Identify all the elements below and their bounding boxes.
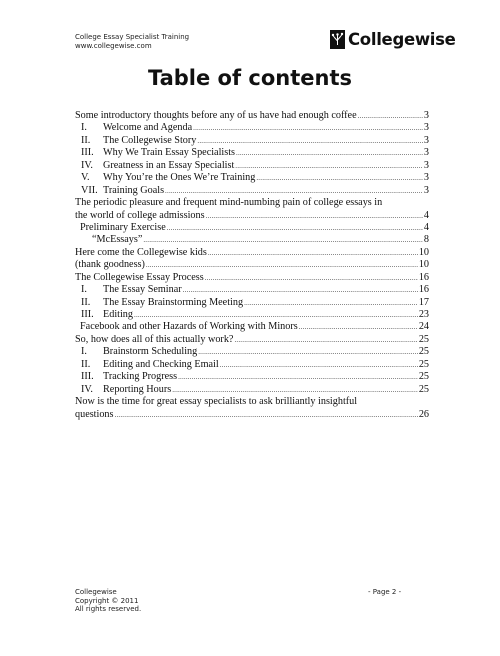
toc-page-number: 24 [418,321,429,333]
toc-entry-title: Editing [103,309,133,320]
toc-page-number: 17 [418,296,429,308]
toc-entry-title: questions [75,408,114,420]
toc-leader-dots [134,311,418,319]
toc-roman-numeral: II. [81,296,91,308]
toc-entry-title: Brainstorm Scheduling [103,346,198,358]
toc-entry[interactable] [75,321,429,333]
footer-copyright: Copyright © 2011 [75,596,139,605]
toc-entry[interactable] [75,147,429,159]
toc-roman-numeral: III. [81,147,94,159]
toc-leader-dots [220,361,418,369]
toc-leader-dots [244,299,418,307]
toc-page-number: 3 [423,184,429,196]
toc-entry-title: The Collegewise Essay Process [75,271,204,283]
toc-page-number: 3 [423,172,429,184]
footer-company: Collegewise [75,588,117,596]
toc-page-number: 16 [418,271,429,283]
toc-entry[interactable] [75,309,429,321]
toc-page-number: 3 [423,159,429,171]
toc-entry[interactable] [75,210,429,222]
toc-entry-title: Tracking Progress [103,371,178,383]
toc-leader-dots [234,336,417,344]
toc-entry[interactable] [75,371,429,383]
toc-leader-dots [206,212,423,220]
toc-leader-dots [183,286,418,294]
logo-wordmark: Collegewise [348,30,456,49]
toc-leader-dots [256,174,423,182]
toc-page-number: 3 [423,110,429,121]
header-website: www.collegewise.com [75,42,152,50]
toc-leader-dots [172,386,418,394]
toc-leader-dots [143,236,423,244]
running-header [75,33,189,51]
page-title: Table of contents [147,66,353,90]
toc-entry[interactable] [75,409,429,421]
toc-page-number: 4 [423,209,429,221]
toc-entry[interactable] [75,222,429,234]
toc-entry[interactable] [75,346,429,358]
toc-entry-title: So, how does all of this actually work? [75,333,234,345]
toc-leader-dots [208,249,418,257]
toc-roman-numeral: II. [81,358,91,370]
toc-entry-title: Welcome and Agenda [103,122,193,134]
collegewise-logo [330,30,456,49]
toc-page-number: 3 [423,134,429,146]
toc-entry[interactable] [75,297,429,309]
footer-rights: All rights reserved. [75,605,142,613]
logo-mark-icon [330,30,345,49]
toc-page-number: 25 [418,358,429,370]
toc-leader-dots [299,323,418,331]
toc-leader-dots [115,411,418,419]
toc-entry[interactable] [75,234,429,246]
toc-leader-dots [205,274,418,282]
toc-leader-dots [193,124,423,132]
toc-entry-title: Why You’re the Ones We’re Training [103,172,256,184]
toc-entry[interactable] [75,247,429,259]
toc-entry[interactable] [75,185,429,197]
toc-roman-numeral: III. [81,309,94,320]
toc-page-number: 25 [418,383,429,395]
toc-leader-dots [235,162,423,170]
toc-leader-dots [197,137,423,145]
toc-page-number: 23 [418,309,429,320]
toc-page-number: 25 [418,371,429,383]
toc-entry[interactable] [75,284,429,296]
toc-entry[interactable] [75,160,429,172]
toc-leader-dots [146,261,418,269]
toc-roman-numeral: I. [81,346,87,358]
toc-page-number: 25 [418,346,429,358]
toc-entry-title: Reporting Hours [103,383,172,395]
toc-entry-title: Why We Train Essay Specialists [103,147,235,159]
table-of-contents [75,110,429,421]
toc-entry[interactable] [75,359,429,371]
toc-entry-title: “McEssays” [92,234,143,246]
toc-page-number: 8 [423,234,429,246]
toc-entry-title: (thank goodness) [75,259,145,271]
toc-entry-title: Editing and Checking Email [103,358,219,370]
toc-entry[interactable] [75,122,429,134]
toc-entry-line[interactable]: Now is the time for great essay specialists to ask brilliantly insightful [75,396,358,408]
toc-page-number: 3 [423,147,429,159]
toc-entry-title: The Collegewise Story [103,134,197,146]
toc-roman-numeral: IV. [81,159,93,171]
toc-leader-dots [236,149,423,157]
toc-page-number: 10 [418,246,429,258]
toc-entry-line[interactable]: The periodic pleasure and frequent mind-numbing pain of college essays in [75,197,383,209]
toc-roman-numeral: I. [81,284,87,296]
toc-leader-dots [178,373,418,381]
toc-roman-numeral: II. [81,134,91,146]
toc-leader-dots [167,224,423,232]
toc-leader-dots [358,112,423,120]
toc-entry[interactable] [75,384,429,396]
toc-entry[interactable] [75,259,429,271]
toc-leader-dots [165,187,423,195]
toc-roman-numeral: IV. [81,383,93,395]
toc-entry-title: Greatness in an Essay Specialist [103,159,235,171]
toc-entry-title: Facebook and other Hazards of Working with Minors [80,321,298,333]
toc-entry-title: Preliminary Exercise [80,221,166,233]
toc-entry-title: The Essay Brainstorming Meeting [103,296,244,308]
toc-entry-title: Some introductory thoughts before any of us have had enough coffee [75,110,357,121]
toc-entry[interactable] [75,135,429,147]
toc-roman-numeral: I. [81,122,87,134]
toc-entry[interactable] [75,334,429,346]
toc-page-number: 4 [423,221,429,233]
toc-page-number: 3 [423,122,429,134]
toc-page-number: 16 [418,284,429,296]
toc-page-number: 25 [418,333,429,345]
toc-entry-title: Training Goals [103,184,165,196]
toc-entry-title: the world of college admissions [75,209,205,221]
footer [75,588,141,614]
toc-entry[interactable] [75,110,429,122]
toc-roman-numeral: VII. [81,184,98,196]
page-number: - Page 2 - [368,588,402,596]
toc-entry[interactable] [75,272,429,284]
toc-page-number: 26 [418,408,429,420]
toc-roman-numeral: III. [81,371,94,383]
toc-page-number: 10 [418,259,429,271]
toc-entry[interactable] [75,172,429,184]
toc-entry-title: The Essay Seminar [103,284,182,296]
header-doc-title: College Essay Specialist Training [75,33,190,41]
toc-entry-title: Here come the Collegewise kids [75,246,207,258]
toc-leader-dots [198,348,418,356]
toc-roman-numeral: V. [81,172,90,184]
